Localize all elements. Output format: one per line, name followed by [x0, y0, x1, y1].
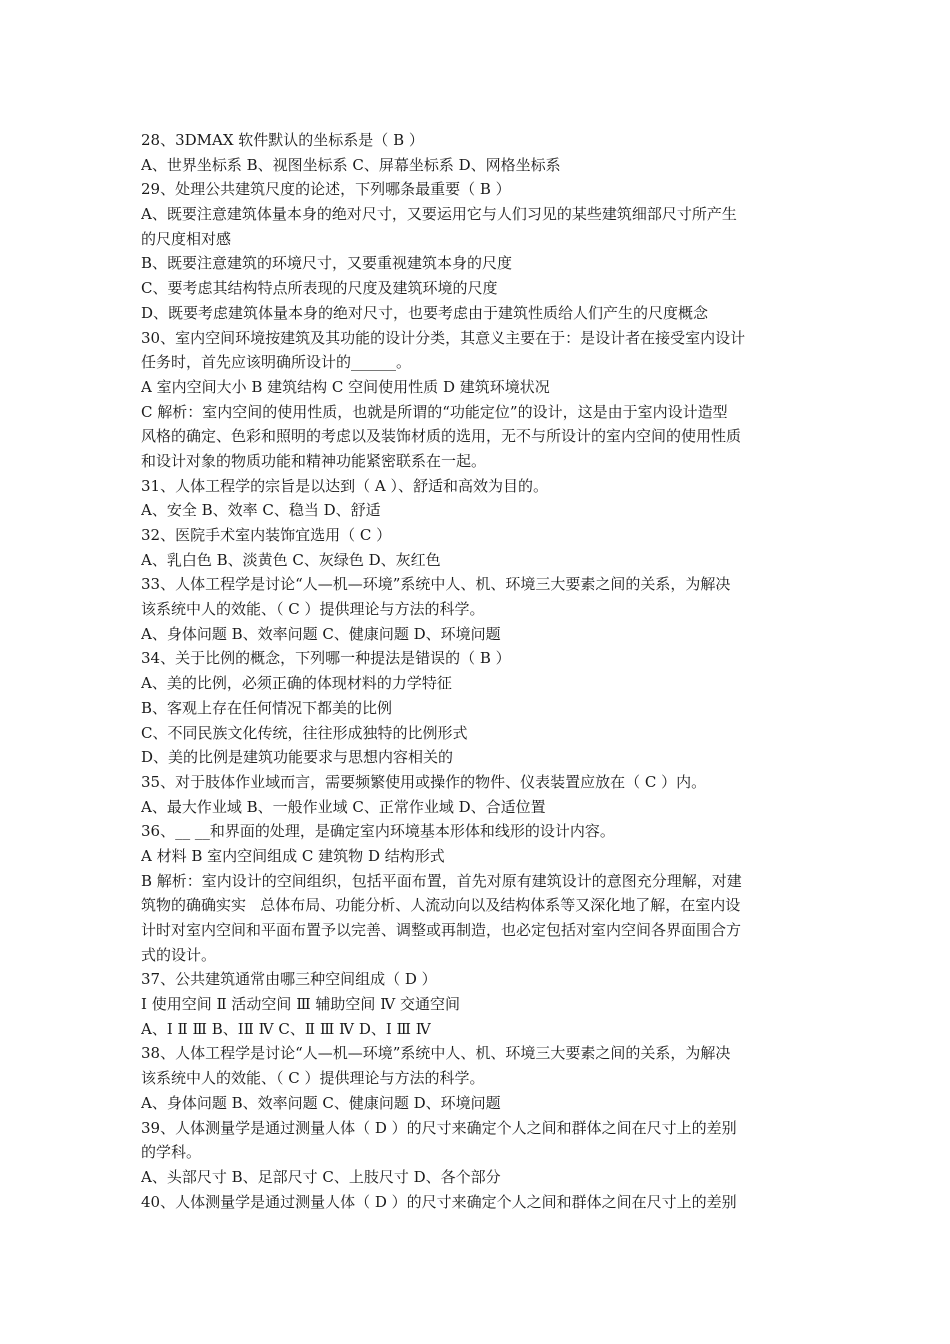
text-line: 30、室内空间环境按建筑及其功能的设计分类，其意义主要在于：是设计者在接受室内设计 [141, 328, 746, 347]
text-line: 33、人体工程学是讨论“人—机—环境”系统中人、机、环境三大要素之间的关系，为解决 [141, 575, 731, 594]
text-line: A、最大作业域 B、一般作业域 C、正常作业域 D、合适位置 [141, 797, 546, 816]
text-line: C 解析：室内空间的使用性质，也就是所谓的“功能定位”的设计，这是由于室内设计造型 [141, 402, 728, 421]
text-line: D、美的比例是建筑功能要求与思想内容相关的 [141, 748, 454, 767]
text-line: 式的设计。 [141, 945, 217, 964]
text-line: A、身体问题 B、效率问题 C、健康问题 D、环境问题 [141, 624, 501, 643]
text-line: 和设计对象的物质功能和精神功能紧密联系在一起。 [141, 451, 487, 470]
text-line: 40、人体测量学是通过测量人体（ D ）的尺寸来确定个人之间和群体之间在尺寸上的差别 [141, 1192, 737, 1211]
text-line: A 材料 B 室内空间组成 C 建筑物 D 结构形式 [141, 846, 445, 865]
text-line: 36、__ __和界面的处理，是确定室内环境基本形体和线形的设计内容。 [141, 822, 615, 841]
text-line: 风格的确定、色彩和照明的考虑以及装饰材质的选用，无不与所设计的室内空间的使用性质 [141, 427, 742, 446]
text-line: 34、关于比例的概念，下列哪一种提法是错误的（ B ） [141, 649, 511, 668]
text-line: A 室内空间大小 B 建筑结构 C 空间使用性质 D 建筑环境状况 [141, 377, 550, 396]
text-line: 37、公共建筑通常由哪三种空间组成（ D ） [141, 970, 437, 989]
text-line: 任务时，首先应该明确所设计的______。 [141, 353, 412, 372]
text-line: 32、医院手术室内装饰宜选用（ C ） [141, 526, 392, 544]
text-line: 29、处理公共建筑尺度的论述，下列哪条最重要（ B ） [141, 180, 511, 199]
text-line: A、乳白色 B、淡黄色 C、灰绿色 D、灰红色 [141, 550, 441, 569]
text-line: 的尺度相对感 [141, 229, 232, 248]
text-line: A、安全 B、效率 C、稳当 D、舒适 [141, 501, 381, 520]
text-line: A、Ⅰ Ⅱ Ⅲ B、ⅠⅡ Ⅳ C、Ⅱ Ⅲ Ⅳ D、Ⅰ Ⅲ Ⅳ [141, 1019, 431, 1038]
text-line: B 解析：室内设计的空间组织，包括平面布置，首先对原有建筑设计的意图充分理解，对建 [141, 871, 742, 890]
text-line: A、美的比例，必须正确的体现材料的力学特征 [141, 674, 452, 693]
text-line: 38、人体工程学是讨论“人—机—环境”系统中人、机、环境三大要素之间的关系，为解决 [141, 1044, 731, 1063]
text-line: A、身体问题 B、效率问题 C、健康问题 D、环境问题 [141, 1093, 501, 1112]
text-line: A、世界坐标系 B、视图坐标系 C、屏幕坐标系 D、网格坐标系 [141, 155, 561, 174]
text-line: 筑物的确确实实 总体布局、功能分析、人流动向以及结构体系等又深化地了解，在室内设 [141, 896, 741, 915]
text-line: 计时对室内空间和平面布置予以完善、调整或再制造，也必定包括对室内空间各界面围合方 [141, 921, 742, 939]
text-line: B、客观上存在任何情况下都美的比例 [141, 698, 393, 717]
text-line: C、不同民族文化传统，往往形成独特的比例形式 [141, 723, 468, 742]
text-line: 的学科。 [141, 1143, 202, 1162]
text-line: Ⅰ 使用空间 Ⅱ 活动空间 Ⅲ 辅助空间 Ⅳ 交通空间 [141, 995, 460, 1014]
text-line: 39、人体测量学是通过测量人体（ D ）的尺寸来确定个人之间和群体之间在尺寸上的差别 [141, 1118, 737, 1137]
text-line: B、既要注意建筑的环境尺寸，又要重视建筑本身的尺度 [141, 254, 513, 273]
text-line: 该系统中人的效能、（ C ）提供理论与方法的科学。 [141, 1069, 485, 1088]
text-line: D、既要考虑建筑体量本身的绝对尺寸，也要考虑由于建筑性质给人们产生的尺度概念 [141, 303, 709, 322]
text-line: 31、人体工程学的宗旨是以达到（ A ）、舒适和高效为目的。 [141, 476, 548, 495]
document-body [141, 128, 821, 1214]
text-line: A、头部尺寸 B、足部尺寸 C、上肢尺寸 D、各个部分 [141, 1167, 501, 1186]
text-line: 35、对于肢体作业域而言，需要频繁使用或操作的物件、仪表装置应放在（ C ）内。 [141, 772, 707, 791]
text-line: C、要考虑其结构特点所表现的尺度及建筑环境的尺度 [141, 279, 498, 298]
text-line: 28、3DMAX 软件默认的坐标系是（ B ） [141, 131, 424, 149]
text-line: 该系统中人的效能、（ C ）提供理论与方法的科学。 [141, 600, 485, 619]
text-line: A、既要注意建筑体量本身的绝对尺寸，又要运用它与人们习见的某些建筑细部尺寸所产生 [141, 205, 737, 224]
